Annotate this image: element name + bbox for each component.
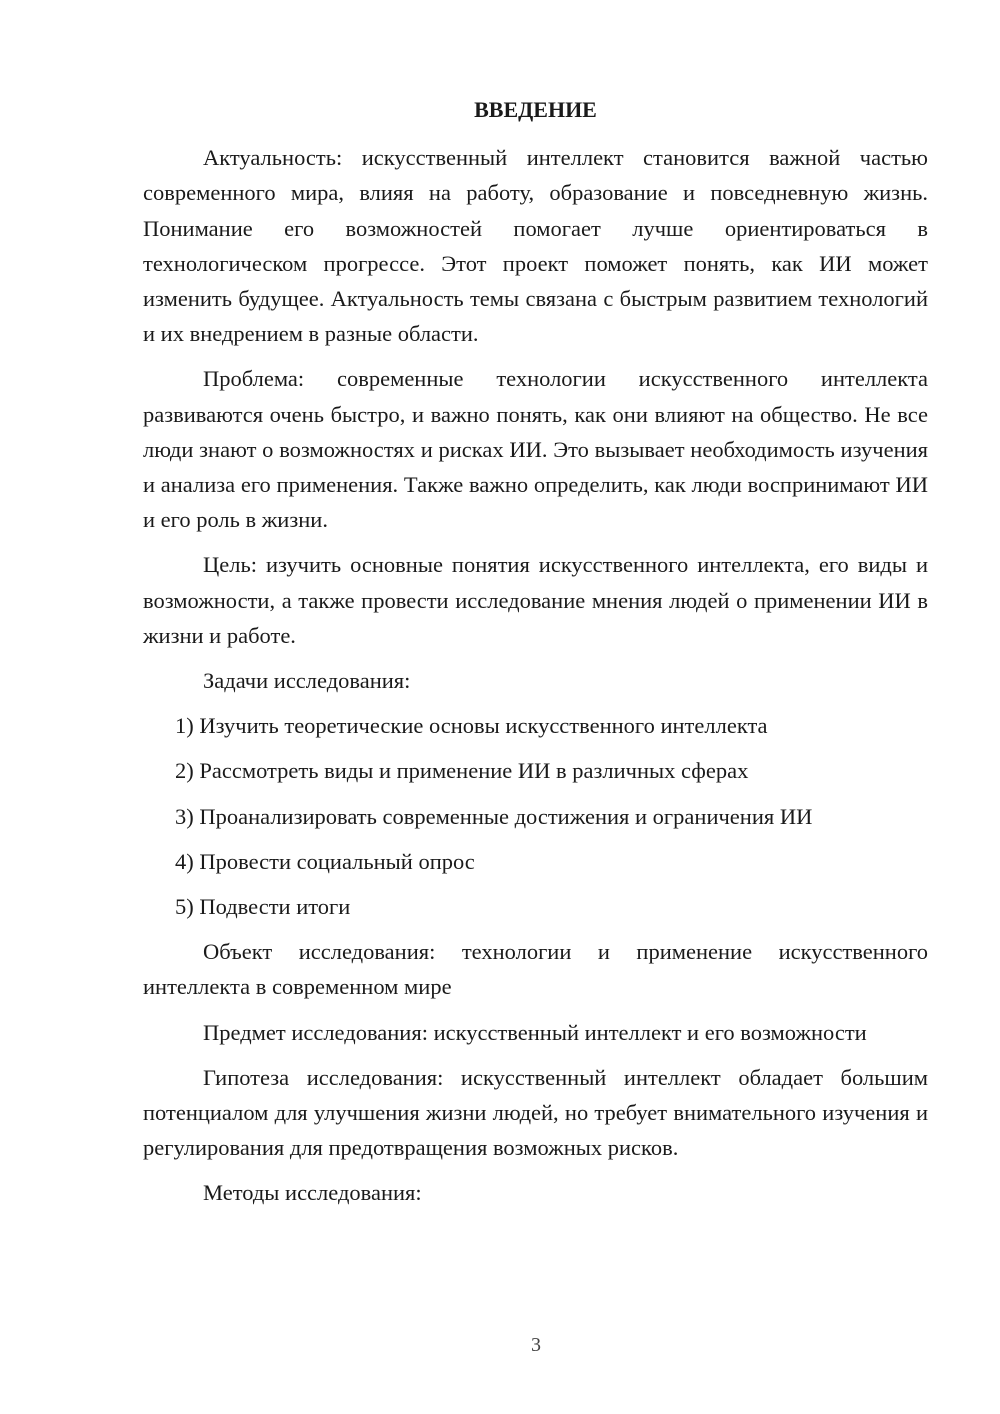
relevance-paragraph: Актуальность: искусственный интеллект становится важной частью современного мира, влияя на работу, образование и повседневную жизнь. Понимание его возможностей помогает лучше ориентироваться в технологическом прогрессе. Этот проект поможет понять, как ИИ может изменить будущее. Актуальность темы связана с быстрым развитием технологий и их внедрением в разные области. [143, 145, 928, 347]
task-list-item: 5) Подвести итоги [175, 894, 351, 920]
methods-heading: Методы исследования: [203, 1180, 422, 1206]
goal-paragraph: Цель: изучить основные понятия искусственного интеллекта, его виды и возможности, а также провести исследование мнения людей о применении ИИ в жизни и работе. [143, 552, 928, 648]
task-list-item: 1) Изучить теоретические основы искусственного интеллекта [175, 713, 768, 739]
hypothesis-paragraph: Гипотеза исследования: искусственный интеллект обладает большим потенциалом для улучшения жизни людей, но требует внимательного изучения и регулирования для предотвращения возможных рисков. [143, 1064, 928, 1161]
problem-paragraph: Проблема: современные технологии искусственного интеллекта развиваются очень быстро, и важно понять, как они влияют на общество. Не все люди знают о возможностях и рисках ИИ. Это вызывает необходимость изучения и анализа его применения. Также важно определить, как люди воспринимают ИИ и его роль в жизни. [143, 366, 928, 533]
document-page [143, 92, 928, 1221]
object-paragraph: Объект исследования: технологии и применение искусственного интеллекта в современном мире [143, 939, 928, 1000]
subject-paragraph: Предмет исследования: искусственный интеллект и его возможности [203, 1019, 867, 1045]
page-number: 3 [531, 1334, 541, 1356]
task-list-item: 3) Проанализировать современные достижения и ограничения ИИ [175, 803, 813, 829]
page-title: ВВЕДЕНИЕ [474, 97, 597, 122]
tasks-heading: Задачи исследования: [203, 668, 411, 694]
task-list-item: 4) Провести социальный опрос [175, 848, 475, 874]
task-list-item: 2) Рассмотреть виды и применение ИИ в различных сферах [175, 758, 749, 784]
